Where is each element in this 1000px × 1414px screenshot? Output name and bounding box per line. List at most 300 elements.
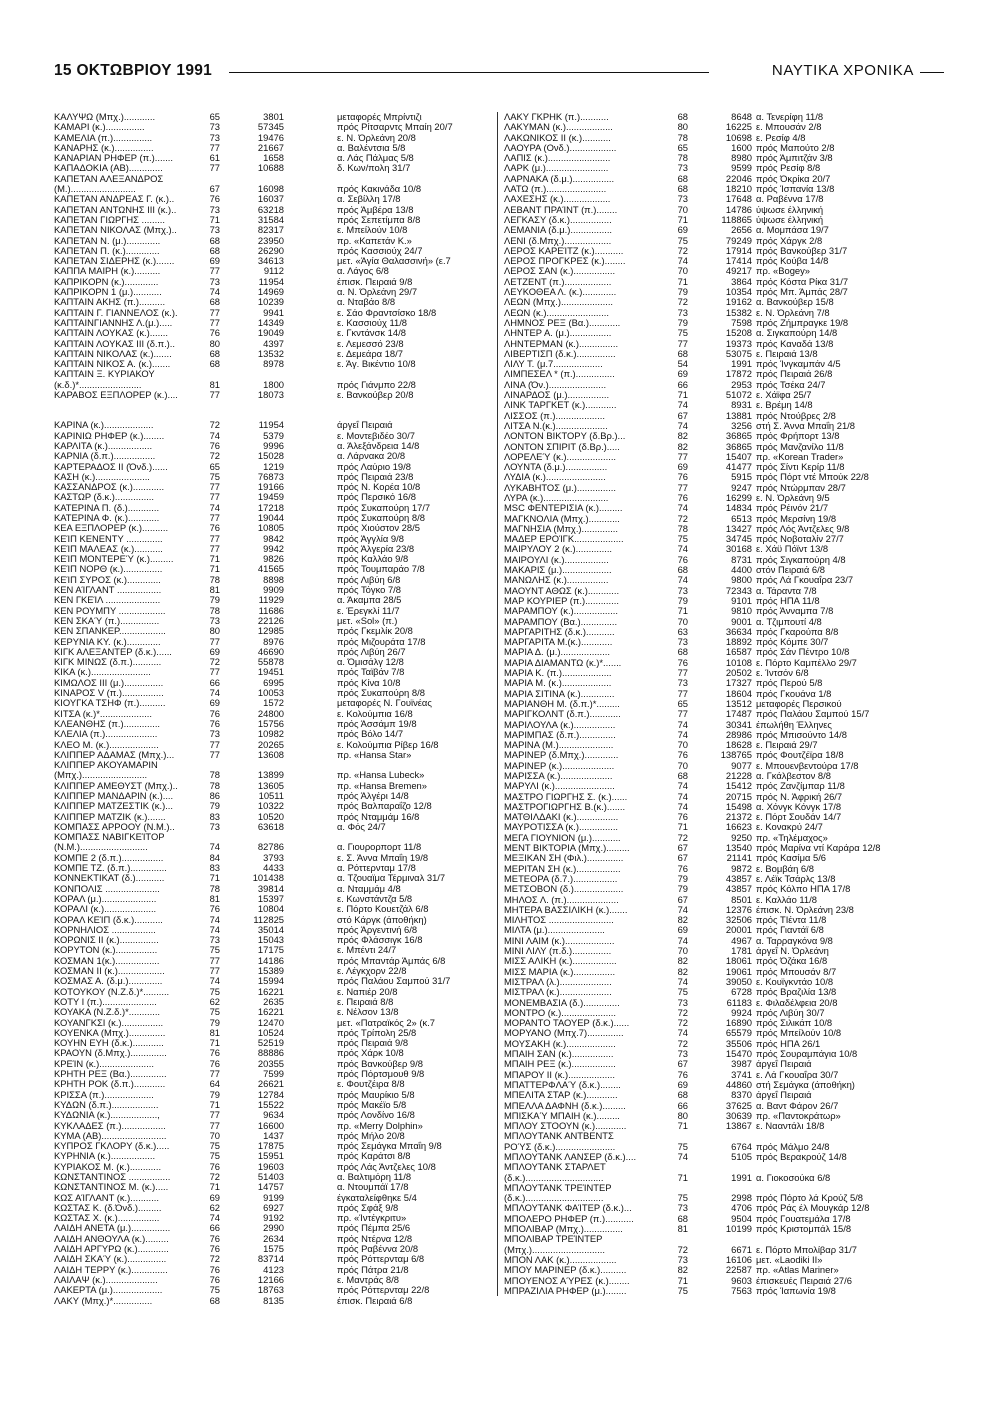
ship-row — [504, 112, 944, 122]
build-year: 73 — [677, 1203, 688, 1214]
ship-row — [54, 1213, 494, 1223]
build-year: 82 — [677, 441, 688, 452]
position-note: α. Βαλέντσια 5/8 — [337, 142, 406, 153]
position-note: πρός Ρίτσαρντς Μπαίη 20/7 — [337, 122, 453, 133]
ship-name: ΜΕΝΤ ΒΙΚΤΟΡΙΑ (Μπχ.)......... — [504, 843, 630, 854]
ship-row — [54, 606, 494, 616]
ship-name: ΜΑΡΙΝΕΡ (δ.Μπχ.)............. — [504, 750, 619, 761]
tonnage: 8976 — [263, 636, 284, 647]
position-note: ε. Βανκούβερ 20/8 — [337, 390, 414, 401]
position-note: ε. Νααντάλι 18/8 — [756, 1121, 825, 1132]
ship-row — [504, 781, 944, 791]
ship-name: ΚΕΝ ΡΟΥΜΠΥ .................. — [54, 605, 166, 616]
ship-name: (Μπχ.)......................... — [54, 770, 148, 781]
ship-name: ΚΥΔΩΝ (δ.π.).................. — [54, 1099, 159, 1110]
ship-name: ΚΑΠΕΤΑΝ ΑΛΕΞΑΝΔΡΟΣ — [54, 173, 164, 184]
tonnage: 9826 — [263, 554, 284, 565]
position-note: α. Ταρραγκόνα 9/8 — [756, 935, 833, 946]
position-note: πρός Καράτσι 8/8 — [337, 1151, 411, 1162]
position-note: πρός Καναδά 13/8 — [756, 338, 834, 349]
position-note: ε. Ίντσόν 6/8 — [756, 668, 809, 679]
ship-row — [504, 1255, 944, 1265]
position-note: ε. Μπέντι 24/7 — [337, 945, 397, 956]
tonnage: 15208 — [725, 328, 752, 339]
ship-row — [54, 987, 494, 997]
build-year: 77 — [209, 163, 220, 174]
ship-name: ΜΑΡΙΑ ΣΙΤΙΝΑ (κ.)............. — [504, 688, 615, 699]
ship-name: ΛΑΙΔΗ ΣΚΑΎ (κ.)............... — [54, 1254, 167, 1265]
ship-row — [54, 215, 494, 225]
position-note: πρός Λονδίνο 16/8 — [337, 1110, 415, 1121]
ship-name: ΛΑΙΔΗ ΑΝΕΤΑ (μ.)............... — [54, 1223, 171, 1234]
build-year: 68 — [677, 173, 688, 184]
position-note: μετ. «Laodiki II» — [756, 1254, 823, 1265]
build-year: 73 — [209, 122, 220, 133]
tonnage: 8648 — [731, 112, 752, 122]
ship-name: ΜΠΑΙΗ ΡΕΞ (κ.)................. — [504, 1059, 616, 1070]
ship-row — [504, 720, 944, 730]
ship-row — [504, 740, 944, 750]
position-note: ε. Φουτζέιρα 8/8 — [337, 1079, 405, 1090]
build-year: 77 — [209, 307, 220, 318]
build-year: 73 — [677, 678, 688, 689]
ship-row — [54, 667, 494, 677]
ship-name: ΚΑΠΑΔΟΚΙΑ (ΑΒ)............. — [54, 163, 163, 174]
tonnage: 43857 — [725, 873, 752, 884]
ship-name: ΛΑΚΥ ΓΚΡΗΚ (π.)........... — [504, 112, 609, 122]
build-year: 76 — [677, 750, 688, 761]
ship-name: ΛΑΠΙΣ (κ.)........................ — [504, 153, 611, 164]
ships-group-2 — [54, 420, 494, 1306]
ship-row — [504, 349, 944, 359]
tonnage: 39814 — [257, 883, 284, 894]
tonnage: 16098 — [257, 184, 284, 195]
position-note: α. Βαλτιμόρη 11/8 — [337, 1171, 412, 1182]
build-year: 74 — [209, 430, 220, 441]
ship-row — [504, 1276, 944, 1286]
ship-name: ΜΠΕΛΙΤΑ ΣΤΑΡ (κ.)............ — [504, 1090, 618, 1101]
build-year: 65 — [209, 461, 220, 472]
build-year: 71 — [209, 1038, 220, 1049]
ship-row — [54, 225, 494, 235]
position-note: πρός Βραζιλία 13/8 — [756, 987, 837, 998]
position-note: πρός Τσέκα 24/7 — [756, 379, 826, 390]
position-note: πρός Κόμπε 30/7 — [756, 637, 829, 648]
tonnage: 15028 — [257, 451, 284, 462]
build-year: 74 — [677, 719, 688, 730]
ship-name: ΜΑΡΙΣΣΑ (κ.).................... — [504, 771, 613, 781]
position-note: πρός Πέμπα 25/6 — [337, 1223, 411, 1234]
ship-name: ΚΑΠΡΙΚΟΡΝ (κ.)............. — [54, 276, 159, 287]
position-note: πρός Ρέινόν 21/7 — [756, 503, 829, 514]
ship-name: ΚΡΗΤΗ ΡΕΞ (Βα.).............. — [54, 1069, 167, 1080]
ship-name: ΚΕΊΠ ΣΥΡΟΣ (κ.)............. — [54, 574, 161, 585]
ship-name: ΛΑΚΥ (Μπχ.)*............... — [54, 1295, 153, 1306]
ship-name: ΚΛΙΠΠΕΡ ΜΑΝΔΑΡΙΝ (κ.).... — [54, 791, 174, 801]
tonnage: 11954 — [258, 276, 284, 287]
ship-row — [504, 977, 944, 987]
ship-name: ΜΑΡΑΜΠΟΥ (Βα.).............. — [504, 616, 618, 627]
position-note: πρός Χάργκ 2/8 — [756, 235, 823, 246]
build-year: 71 — [677, 276, 688, 287]
tonnage: 18210 — [725, 184, 752, 195]
build-year: 72 — [677, 1018, 688, 1029]
ship-row — [504, 792, 944, 802]
build-year: 72 — [677, 297, 688, 308]
build-year: 77 — [209, 266, 220, 277]
build-year: 77 — [677, 668, 688, 679]
ship-name: ΚΑΠΤΑΙΝ ΝΙΚΟΣ Α. (κ.)....... — [54, 359, 171, 370]
ship-row — [504, 287, 944, 297]
ship-row — [54, 709, 494, 719]
tonnage: 16037 — [257, 194, 284, 205]
tonnage: 6728 — [731, 987, 752, 998]
position-note: πρός Μπισούντο 14/8 — [756, 729, 847, 740]
position-note: α. Τενερίφη 11/8 — [756, 112, 824, 122]
tonnage: 12784 — [257, 1089, 284, 1100]
tonnage: 3793 — [263, 852, 284, 863]
position-note: μεταφορές Περσικού — [756, 698, 842, 709]
build-year: 68 — [209, 348, 220, 359]
tonnage: 30639 — [725, 1110, 752, 1121]
ship-name: ΚΥΠΡΟΣ ΓΚΛΟΡΥ (δ.κ.)..... — [54, 1141, 170, 1152]
tonnage: 15382 — [725, 307, 752, 318]
build-year: 76 — [209, 1233, 220, 1244]
ship-name: ΚΟΡΑΛ (μ.)..................... — [54, 893, 157, 904]
tonnage: 31584 — [257, 214, 284, 225]
ship-name: ΛΙΤΣΑ Ν.(κ.).................... — [504, 420, 608, 431]
build-year: 76 — [209, 1244, 220, 1255]
build-year: 79 — [209, 1089, 220, 1100]
ship-name: ΛΕΤΖΕΝΤ (π.).................. — [504, 276, 612, 287]
build-year: 77 — [209, 1110, 220, 1121]
position-note: πρός Κακινάδα 10/8 — [337, 184, 422, 195]
tonnage: 65579 — [725, 1028, 752, 1039]
ship-name: ΚΑΡΛΙΤΑ (κ.)................. — [54, 440, 153, 451]
build-year: 77 — [209, 512, 220, 523]
ship-row — [54, 1059, 494, 1069]
ship-name: ΜΠΟΝ ΛΑΚ (κ.).................. — [504, 1254, 617, 1265]
ship-name: ΛΑΚΕΡΤΑ (μ.)................... — [54, 1285, 163, 1296]
position-note: πρός Ντέρνα 12/8 — [337, 1233, 413, 1244]
ship-row — [54, 266, 494, 276]
ship-name: ΚΛΕΑΝΘΗΣ (π.).............. — [54, 718, 161, 729]
position-note: πρός Σφάξ 9/8 — [337, 1202, 399, 1213]
ship-name: ΚΑΠΤΑΙΝ ΝΙΚΟΛΑΣ (κ.)....... — [54, 348, 172, 359]
build-year: 67 — [677, 853, 688, 864]
ship-name: ΛΙΜΠΕΣΕΛ * (π.)............... — [504, 369, 615, 380]
build-year: 68 — [209, 235, 220, 246]
tonnage: 8731 — [731, 554, 752, 565]
tonnage: 16221 — [257, 986, 284, 997]
ship-row — [504, 421, 944, 431]
ship-name: ΜΗΤΕΡΑ ΒΑΣΣΙΛΙΚΗ (κ.)....... — [504, 904, 628, 915]
ship-name: ΚΑΡΙΝΙΩ ΡΗΦΕΡ (κ.)........ — [54, 430, 165, 441]
position-note: πρός Τόγκο 7/8 — [337, 585, 401, 596]
ship-row — [54, 791, 494, 801]
build-year: 75 — [209, 471, 220, 482]
ship-name: ΚΙΝΑΡΟΣ V (π.)................ — [54, 688, 164, 699]
ship-row — [54, 801, 494, 811]
ship-name: ΛΟΝΤΟΝ ΣΠΙΡΙΤ (δ.Βρ.)..... — [504, 441, 620, 452]
ship-row — [54, 966, 494, 976]
ship-name: ΛΙΛΥ Τ. (μ.7................... — [504, 359, 603, 370]
tonnage: 4433 — [263, 863, 284, 874]
position-note: έπωλήθη Έλληνες — [756, 719, 832, 730]
ship-name: ΜΑΡΙΑ Κ. (π.)................... — [504, 668, 612, 679]
position-note: πρός Σεμάγκα Μπαΐη 9/8 — [337, 1141, 442, 1152]
position-note: στή Σεμάγκα (άποθήκη) — [756, 1079, 855, 1090]
ship-name: ΚΟΣΜΑΝ 1(κ.)................. — [54, 955, 160, 966]
tonnage: 6671 — [731, 1244, 752, 1255]
position-note: α. Βαντ Φάρον 26/7 — [756, 1100, 839, 1111]
ship-name: ΚΑΡΑΒΟΣ ΕΞΠΛΟΡΕΡ (κ.).... — [54, 390, 178, 401]
ship-row — [54, 544, 494, 554]
tonnage: 9199 — [263, 1192, 284, 1203]
build-year: 70 — [677, 616, 688, 627]
ship-row — [54, 1265, 494, 1275]
position-note: πρός Λός Άντζελες 9/8 — [756, 523, 850, 534]
tonnage: 14969 — [257, 287, 284, 298]
ship-name: ΚΟΤΥ Ι (π.)..................... — [54, 996, 157, 1007]
tonnage: 8501 — [731, 894, 752, 905]
ship-row — [54, 163, 494, 173]
tonnage: 10199 — [725, 1224, 752, 1235]
position-note: α. Λάς Πάλμας 5/8 — [337, 153, 414, 164]
build-year: 80 — [677, 1110, 688, 1121]
ship-name: ΜΑΡΙΑ Μ. (κ.)................... — [504, 678, 612, 689]
tonnage: 43857 — [725, 884, 752, 895]
position-note: πρός Λά Γκουαΐρα 23/7 — [756, 575, 854, 586]
tonnage: 14757 — [257, 1182, 284, 1193]
ship-name: ΛΥΡΑ (κ.)......................... — [504, 492, 609, 503]
build-year: 78 — [209, 883, 220, 894]
position-note: πρ. «Ίντέγκριτυ» — [337, 1213, 407, 1224]
position-note: πρός Ράς έλ Μουγκάρ 12/8 — [756, 1203, 870, 1214]
ship-row — [504, 493, 944, 503]
ship-name: ΚΕΑ ΕΞΠΛΟΡΕΡ (κ.).......... — [54, 523, 169, 534]
ship-name: ΛΟΝΤΟΝ ΒΙΚΤΟΡΥ (δ.Βρ.)... — [504, 431, 626, 442]
ship-row — [504, 1142, 944, 1152]
position-note: α. Λάρνακα 20/8 — [337, 451, 406, 462]
tonnage: 19451 — [257, 667, 284, 678]
ship-row — [504, 380, 944, 390]
tonnage: 46690 — [257, 646, 284, 657]
ship-name: ΛΟΥΝΤΑ (δ.μ.)................ — [504, 462, 608, 473]
position-note: πρός Άμβέρα 13/8 — [337, 204, 414, 215]
tonnage: 83714 — [257, 1254, 284, 1265]
ship-row — [54, 1100, 494, 1110]
ship-name: ΚΩΣ ΑΊΓΛΑΝΤ (κ.)........... — [54, 1192, 159, 1203]
tonnage: 17487 — [725, 709, 752, 720]
position-note: πρός Όκρίκα 20/7 — [756, 173, 831, 184]
tonnage: 28986 — [725, 729, 752, 740]
tonnage: 57345 — [257, 122, 284, 133]
tonnage: 2635 — [263, 996, 284, 1007]
position-note: άργεΐ Πειραιά — [756, 1059, 812, 1070]
build-year: 65 — [677, 142, 688, 153]
ship-name: ΛΗΝΤΕΡΜΑΝ (κ.)............... — [504, 338, 619, 349]
ship-row — [54, 1254, 494, 1264]
build-year: 73 — [677, 1254, 688, 1265]
ship-name: ΚΑΣΗ (κ.)..................... — [54, 471, 150, 482]
ship-name: ΚΟΜΠΑΣΣ ΝΑΒΙΓΚΕΊΤΟΡ — [54, 832, 165, 843]
position-note: πρός Γιάνμπο 22/8 — [337, 379, 416, 390]
ship-row — [54, 112, 494, 122]
tonnage: 15522 — [257, 1099, 284, 1110]
build-year: 69 — [209, 256, 220, 267]
build-year: 76 — [209, 523, 220, 534]
ship-row — [54, 1007, 494, 1017]
position-note: πρός Καλλάο 9/8 — [337, 554, 409, 565]
build-year: 76 — [209, 1274, 220, 1285]
ship-name: ΚΑΜΕΛΙΑ (π.)............... — [54, 132, 153, 143]
ship-row — [504, 1162, 944, 1172]
tonnage: 16587 — [725, 647, 752, 658]
tonnage: 12376 — [725, 904, 752, 915]
build-year: 65 — [209, 112, 220, 122]
tonnage: 1781 — [731, 946, 752, 957]
group-spacer — [54, 400, 494, 420]
tonnage: 22046 — [725, 173, 752, 184]
ship-name: ΚΑΠΕΤΑΝ ΓΙΩΡΓΗΣ ......... — [54, 214, 165, 225]
build-year: 72 — [209, 657, 220, 668]
ship-row — [504, 328, 944, 338]
build-year: 80 — [209, 626, 220, 637]
ship-row — [504, 1101, 944, 1111]
build-year: 72 — [209, 1254, 220, 1265]
tonnage: 9872 — [731, 863, 752, 874]
tonnage: 8135 — [263, 1295, 284, 1306]
ship-name: ΡΟΎΣ (δ.κ.)....................... — [504, 1141, 616, 1152]
ship-name: ΚΡΕΊΝ (κ.)..................... — [54, 1058, 154, 1069]
ship-name: ΜΟΡΑΝΤΟ ΤΑΟΥΕΡ (δ.κ.)...... — [504, 1018, 630, 1029]
ship-row — [54, 1203, 494, 1213]
position-note: πρός Ρόττερνταμ 6/8 — [337, 1254, 425, 1265]
build-year: 81 — [209, 1027, 220, 1038]
ship-name: ΛΑΙΛΑΨ (κ.).................... — [54, 1274, 158, 1285]
build-year: 74 — [677, 400, 688, 411]
tonnage: 55878 — [257, 657, 284, 668]
tonnage: 21141 — [726, 853, 752, 864]
tonnage: 21228 — [725, 771, 752, 781]
ship-row — [504, 709, 944, 719]
position-note: ε. Ν. Όρλεάνη 20/8 — [337, 132, 416, 143]
position-note: ε. Σάο Φραντσίσκο 18/8 — [337, 307, 437, 318]
ship-name: ΚΛΕΛΙΑ (π.).................... — [54, 729, 158, 740]
ship-name: ΛΙΣΣΟΣ (π.)................... — [504, 410, 605, 421]
ship-name: ΚΑΠΤΑΙΝ ΑΚΗΣ (π.).......... — [54, 297, 166, 308]
ship-name: ΜΑΡΙΝΑ (Μ.)..................... — [504, 740, 614, 751]
position-note: έπισκευές Πειραιά 27/6 — [756, 1275, 852, 1286]
build-year: 69 — [677, 925, 688, 936]
ship-row — [54, 1141, 494, 1151]
tonnage: 3987 — [731, 1059, 752, 1070]
build-year: 68 — [209, 297, 220, 308]
tonnage: 4967 — [731, 935, 752, 946]
tonnage: 3256 — [731, 420, 752, 431]
tonnage: 35014 — [257, 924, 284, 935]
ship-name: ΜΙΛΤΑ (μ.)...................... — [504, 925, 605, 936]
tonnage: 1219 — [263, 461, 284, 472]
ship-name: ΚΕΡΥΝΙΑ ΚΥ. (κ.)............. — [54, 636, 161, 647]
build-year: 79 — [677, 595, 688, 606]
build-year: 75 — [677, 1193, 688, 1204]
ship-row — [504, 647, 944, 657]
position-note: πρός Ίαπωνία 19/8 — [756, 1285, 836, 1296]
build-year: 76 — [209, 440, 220, 451]
ship-row — [54, 277, 494, 287]
ships-group-1 — [54, 112, 494, 400]
ship-row — [54, 1038, 494, 1048]
tonnage: 22126 — [257, 615, 284, 626]
tonnage: 9909 — [263, 585, 284, 596]
build-year: 75 — [209, 945, 220, 956]
ship-row — [504, 1121, 944, 1131]
build-year: 77 — [209, 142, 220, 153]
ship-row — [54, 1296, 494, 1306]
tonnage: 13427 — [725, 523, 752, 534]
ship-row — [504, 915, 944, 925]
ship-row — [54, 976, 494, 986]
build-year: 75 — [209, 986, 220, 997]
position-note: α. Ραβέννα 17/8 — [756, 194, 824, 205]
header-rule — [229, 72, 709, 73]
ship-name: ΚΡΑΟΥΝ (δ.Μπχ.).............. — [54, 1048, 167, 1059]
position-note: πρός Βόλο 14/7 — [337, 729, 404, 740]
build-year: 73 — [677, 585, 688, 596]
ship-name: ΛΑΙΔΗ ΤΕΡΡΥ (κ.).............. — [54, 1264, 168, 1275]
ship-row — [54, 184, 494, 194]
ship-row — [504, 822, 944, 832]
position-note: πρός Πόρτσμουθ 9/8 — [337, 1069, 425, 1080]
build-year: 73 — [209, 225, 220, 236]
ship-row — [504, 452, 944, 462]
tonnage: 14186 — [257, 955, 284, 966]
build-year: 71 — [209, 873, 220, 884]
ship-name: ΛΑΙΔΗ ΑΡΓΥΡΩ (κ.)............ — [54, 1244, 169, 1255]
build-year: 74 — [209, 914, 220, 925]
tonnage: 15407 — [725, 451, 752, 462]
ship-name: ΜΟΝΕΜΒΑΣΙΑ (δ.).............. — [504, 997, 620, 1008]
ship-row — [54, 1182, 494, 1192]
build-year: 82 — [677, 966, 688, 977]
build-year: 74 — [677, 420, 688, 431]
ship-row — [54, 564, 494, 574]
ship-row — [504, 905, 944, 915]
position-note: πρός Μπαντάρ Άμπάς 6/8 — [337, 955, 446, 966]
ship-name: ΜΠΛΟΥΤΑΝΚ ΛΑΝΣΕΡ (δ.κ.).... — [504, 1151, 637, 1162]
position-note: α. Άκαμπα 28/5 — [337, 595, 402, 606]
tonnage: 15951 — [257, 1151, 284, 1162]
position-note: α. Μομπάσα 19/7 — [756, 225, 829, 236]
ship-row — [54, 997, 494, 1007]
build-year: 74 — [677, 976, 688, 987]
ship-name: ΚΑΠΠΑ ΜΑΙΡΗ (κ.).......... — [54, 266, 161, 277]
tonnage: 10982 — [257, 729, 284, 740]
build-year: 67 — [677, 410, 688, 421]
position-note: ε. Γκντάνσκ 14/8 — [337, 328, 406, 339]
tonnage: 88886 — [257, 1048, 284, 1059]
ship-row — [504, 503, 944, 513]
ship-row — [54, 812, 494, 822]
ships-list-left — [54, 112, 494, 1306]
ship-row — [504, 925, 944, 935]
build-year: 73 — [209, 276, 220, 287]
position-note: πρός Ρεσίφ 8/8 — [756, 163, 821, 174]
ship-name: (δ.κ.).............................. — [504, 1172, 604, 1183]
ship-row — [504, 895, 944, 905]
